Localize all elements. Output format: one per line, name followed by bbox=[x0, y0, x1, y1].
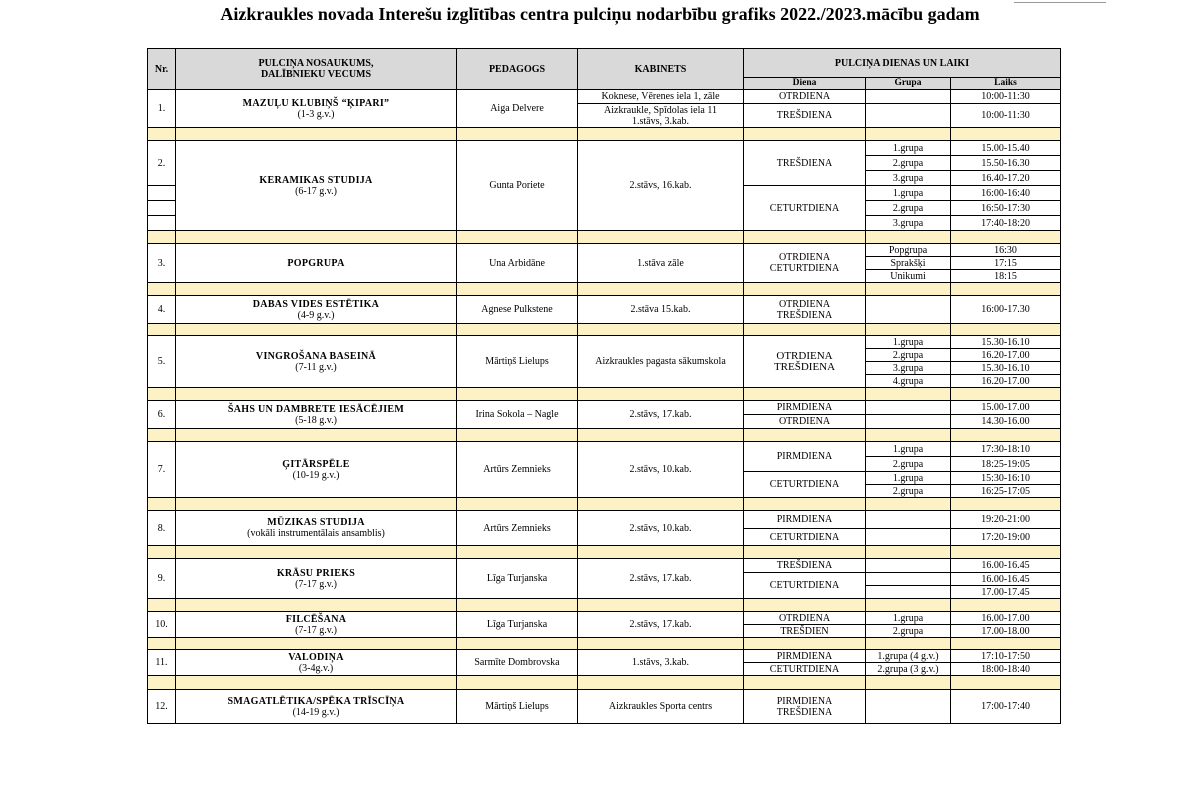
club-day: PIRMDIENA bbox=[744, 650, 866, 663]
schedule-table bbox=[147, 48, 1061, 724]
club-time: 10:00-11:30 bbox=[951, 90, 1061, 104]
club-room: 2.stāvs, 17.kab. bbox=[578, 612, 744, 638]
header-group: Grupa bbox=[866, 78, 951, 90]
club-group bbox=[866, 690, 951, 724]
club-day: CETURTDIENA bbox=[744, 529, 866, 546]
club-group: 2.grupa bbox=[866, 349, 951, 362]
club-group: 4.grupa bbox=[866, 375, 951, 388]
club-day: TREŠDIENA bbox=[744, 104, 866, 128]
club-title: KRĀSU PRIEKS bbox=[276, 567, 356, 579]
club-room: 2.stāvs, 10.kab. bbox=[578, 511, 744, 546]
club-nr-empty bbox=[148, 216, 176, 231]
club-title: FILCĒŠANA bbox=[285, 613, 347, 625]
header-schedule: PULCIŅA DIENAS UN LAIKI bbox=[744, 49, 1061, 78]
club-day: CETURTDIENA bbox=[744, 663, 866, 676]
table-row bbox=[148, 650, 1061, 663]
club-title: POPGRUPA bbox=[287, 257, 345, 269]
club-day-line: OTRDIENA bbox=[776, 349, 833, 362]
club-group: 2.grupa bbox=[866, 201, 951, 216]
separator-row bbox=[148, 283, 1061, 296]
club-nr-empty bbox=[148, 186, 176, 201]
club-group: 1.grupa bbox=[866, 442, 951, 457]
club-time: 15:30-16:10 bbox=[951, 472, 1061, 485]
club-day-line: CETURTDIENA bbox=[769, 263, 840, 274]
club-group bbox=[866, 586, 951, 599]
club-title: VALODIŅA bbox=[288, 651, 344, 663]
separator-row bbox=[148, 676, 1061, 690]
club-nr: 10. bbox=[148, 612, 176, 638]
club-group: Unikumi bbox=[866, 270, 951, 283]
club-time: 16.00-16.45 bbox=[951, 573, 1061, 586]
club-age: (10-19 g.v.) bbox=[292, 469, 340, 481]
club-group: 2.grupa (3 g.v.) bbox=[866, 663, 951, 676]
club-group bbox=[866, 529, 951, 546]
club-time: 15.30-16.10 bbox=[951, 362, 1061, 375]
club-day: CETURTDIENA bbox=[744, 573, 866, 599]
club-name bbox=[176, 650, 457, 676]
separator-row bbox=[148, 324, 1061, 336]
club-room: 2.stāvs, 16.kab. bbox=[578, 141, 744, 231]
club-title: SMAGATLĒTIKA/SPĒKA TRĪSCĪŅA bbox=[227, 695, 405, 707]
club-time: 17:15 bbox=[951, 257, 1061, 270]
club-teacher: Irina Sokola – Nagle bbox=[457, 401, 578, 429]
club-group: Popgrupa bbox=[866, 244, 951, 257]
club-day: TREŠDIEN bbox=[744, 625, 866, 638]
table-row bbox=[148, 401, 1061, 415]
club-room: 1.stāvs, 3.kab. bbox=[578, 650, 744, 676]
table-row bbox=[148, 559, 1061, 573]
club-day: TREŠDIENA bbox=[744, 559, 866, 573]
club-time: 16.00-16.45 bbox=[951, 559, 1061, 573]
header-row bbox=[148, 49, 1061, 78]
club-time: 10:00-11:30 bbox=[951, 104, 1061, 128]
club-day: PIRMDIENA bbox=[744, 401, 866, 415]
club-time: 15.00-15.40 bbox=[951, 141, 1061, 156]
club-time: 16:00-16:40 bbox=[951, 186, 1061, 201]
club-name bbox=[176, 90, 457, 128]
club-time: 16:25-17:05 bbox=[951, 485, 1061, 498]
header-name-line1: PULCIŅA NOSAUKUMS, bbox=[258, 58, 374, 69]
club-group: Sprakšķi bbox=[866, 257, 951, 270]
club-name bbox=[176, 559, 457, 599]
club-teacher: Mārtiņš Lielups bbox=[457, 336, 578, 388]
page-title: Aizkraukles novada Interešu izglītības centra pulciņu nodarbību grafiks 2022./2023.mācību gadam bbox=[220, 4, 980, 24]
club-room-line: 1.stāvs, 3.kab. bbox=[632, 115, 689, 127]
club-time: 17:00-17:40 bbox=[951, 690, 1061, 724]
club-group: 2.grupa bbox=[866, 485, 951, 498]
club-group: 1.grupa bbox=[866, 186, 951, 201]
club-title: VINGROŠANA BASEINĀ bbox=[255, 350, 377, 362]
club-group: 1.grupa (4 g.v.) bbox=[866, 650, 951, 663]
club-name bbox=[176, 442, 457, 498]
club-group bbox=[866, 511, 951, 529]
header-teacher: PEDAGOGS bbox=[457, 49, 578, 90]
club-group bbox=[866, 90, 951, 104]
club-nr: 11. bbox=[148, 650, 176, 676]
club-time: 16:00-17.30 bbox=[951, 296, 1061, 324]
club-group: 1.grupa bbox=[866, 612, 951, 625]
club-teacher: Artūrs Zemnieks bbox=[457, 442, 578, 498]
header-name bbox=[176, 49, 457, 90]
club-day-line: TREŠDIENA bbox=[776, 309, 833, 321]
club-time: 18:15 bbox=[951, 270, 1061, 283]
club-name bbox=[176, 244, 457, 283]
header-time: Laiks bbox=[951, 78, 1061, 90]
club-name bbox=[176, 511, 457, 546]
club-group: 2.grupa bbox=[866, 625, 951, 638]
club-group bbox=[866, 296, 951, 324]
club-room: Aizkraukles Sporta centrs bbox=[578, 690, 744, 724]
club-room: 2.stāva 15.kab. bbox=[578, 296, 744, 324]
club-day bbox=[744, 336, 866, 388]
club-teacher: Gunta Poriete bbox=[457, 141, 578, 231]
separator-row bbox=[148, 429, 1061, 442]
club-time: 18:25-19:05 bbox=[951, 457, 1061, 472]
club-age: (7-11 g.v.) bbox=[295, 361, 337, 373]
header-room: KABINETS bbox=[578, 49, 744, 90]
club-age: (7-17 g.v.) bbox=[295, 578, 337, 590]
club-age: (5-18 g.v.) bbox=[295, 414, 337, 426]
club-age: (7-17 g.v.) bbox=[295, 624, 337, 636]
club-teacher: Līga Turjanska bbox=[457, 612, 578, 638]
club-time: 16.20-17.00 bbox=[951, 349, 1061, 362]
club-nr: 2. bbox=[148, 141, 176, 186]
club-title: ŠAHS UN DAMBRETE IESĀCĒJIEM bbox=[227, 403, 405, 415]
club-name bbox=[176, 401, 457, 429]
club-day-line: OTRDIENA bbox=[778, 298, 831, 310]
club-title: DABAS VIDES ESTĒTIKA bbox=[252, 298, 380, 310]
club-age: (3-4g.v.) bbox=[298, 662, 334, 674]
club-group bbox=[866, 415, 951, 429]
club-name bbox=[176, 336, 457, 388]
club-nr-empty bbox=[148, 201, 176, 216]
club-group: 1.grupa bbox=[866, 336, 951, 349]
club-time: 19:20-21:00 bbox=[951, 511, 1061, 529]
club-title: MAZUĻU KLUBIŅŠ “ĶIPARI” bbox=[242, 97, 390, 109]
club-time: 16.40-17.20 bbox=[951, 171, 1061, 186]
table-row bbox=[148, 141, 1061, 156]
club-day bbox=[744, 244, 866, 283]
separator-row bbox=[148, 638, 1061, 650]
club-teacher: Līga Turjanska bbox=[457, 559, 578, 599]
club-day-line: PIRMDIENA bbox=[776, 695, 833, 707]
club-teacher: Una Arbidāne bbox=[457, 244, 578, 283]
club-group bbox=[866, 573, 951, 586]
header-day: Diena bbox=[744, 78, 866, 90]
club-time: 15.50-16.30 bbox=[951, 156, 1061, 171]
club-age: (14-19 g.v.) bbox=[292, 706, 340, 718]
club-time: 15.30-16.10 bbox=[951, 336, 1061, 349]
club-group bbox=[866, 559, 951, 573]
club-room: 2.stāvs, 17.kab. bbox=[578, 559, 744, 599]
header-nr: Nr. bbox=[148, 49, 176, 90]
club-day-line: OTRDIENA bbox=[778, 252, 831, 263]
club-day-line: TREŠDIENA bbox=[776, 706, 833, 718]
club-day: PIRMDIENA bbox=[744, 442, 866, 472]
separator-row bbox=[148, 599, 1061, 612]
separator-row bbox=[148, 498, 1061, 511]
table-row bbox=[148, 612, 1061, 625]
club-time: 16:30 bbox=[951, 244, 1061, 257]
club-group: 3.grupa bbox=[866, 171, 951, 186]
separator-row bbox=[148, 231, 1061, 244]
club-time: 16:50-17:30 bbox=[951, 201, 1061, 216]
club-name bbox=[176, 296, 457, 324]
club-day: CETURTDIENA bbox=[744, 186, 866, 231]
club-time: 17:40-18:20 bbox=[951, 216, 1061, 231]
club-time: 18:00-18:40 bbox=[951, 663, 1061, 676]
table-row bbox=[148, 244, 1061, 257]
club-group: 1.grupa bbox=[866, 472, 951, 485]
club-nr: 8. bbox=[148, 511, 176, 546]
club-age: (4-9 g.v.) bbox=[297, 309, 335, 321]
club-room-line: Aizkraukle, Spīdolas iela 11 bbox=[604, 104, 717, 116]
table-row bbox=[148, 690, 1061, 724]
separator-row bbox=[148, 388, 1061, 401]
corner-line bbox=[1014, 2, 1106, 3]
club-day: OTRDIENA bbox=[744, 90, 866, 104]
club-nr: 9. bbox=[148, 559, 176, 599]
table-row bbox=[148, 511, 1061, 529]
club-group: 2.grupa bbox=[866, 156, 951, 171]
club-nr: 3. bbox=[148, 244, 176, 283]
club-time: 17:10-17:50 bbox=[951, 650, 1061, 663]
club-group: 1.grupa bbox=[866, 141, 951, 156]
club-name bbox=[176, 141, 457, 231]
club-name bbox=[176, 612, 457, 638]
club-day: PIRMDIENA bbox=[744, 511, 866, 529]
club-nr: 4. bbox=[148, 296, 176, 324]
club-time: 15.00-17.00 bbox=[951, 401, 1061, 415]
table-row bbox=[148, 90, 1061, 104]
club-nr: 12. bbox=[148, 690, 176, 724]
club-teacher: Mārtiņš Lielups bbox=[457, 690, 578, 724]
club-time: 17.00-17.45 bbox=[951, 586, 1061, 599]
club-time: 16.20-17.00 bbox=[951, 375, 1061, 388]
club-teacher: Sarmīte Dombrovska bbox=[457, 650, 578, 676]
club-teacher: Aiga Delvere bbox=[457, 90, 578, 128]
club-nr: 1. bbox=[148, 90, 176, 128]
club-group: 3.grupa bbox=[866, 362, 951, 375]
club-nr: 7. bbox=[148, 442, 176, 498]
club-room bbox=[578, 104, 744, 128]
club-group: 2.grupa bbox=[866, 457, 951, 472]
club-group bbox=[866, 401, 951, 415]
header-name-line2: DALĪBNIEKU VECUMS bbox=[260, 69, 372, 80]
club-day: TREŠDIENA bbox=[744, 141, 866, 186]
club-day: OTRDIENA bbox=[744, 415, 866, 429]
club-age: (1-3 g.v.) bbox=[297, 108, 335, 120]
separator-row bbox=[148, 546, 1061, 559]
table-row bbox=[148, 442, 1061, 457]
club-age: (6-17 g.v.) bbox=[295, 185, 337, 197]
club-teacher: Agnese Pulkstene bbox=[457, 296, 578, 324]
club-age: (vokāli instrumentālais ansamblis) bbox=[247, 528, 385, 539]
separator-row bbox=[148, 128, 1061, 141]
club-nr: 6. bbox=[148, 401, 176, 429]
club-room: Koknese, Vērenes iela 1, zāle bbox=[578, 90, 744, 104]
club-group bbox=[866, 104, 951, 128]
club-room: 2.stāvs, 17.kab. bbox=[578, 401, 744, 429]
club-time: 17:20-19:00 bbox=[951, 529, 1061, 546]
table-row bbox=[148, 296, 1061, 324]
club-group: 3.grupa bbox=[866, 216, 951, 231]
club-time: 17:30-18:10 bbox=[951, 442, 1061, 457]
club-day bbox=[744, 690, 866, 724]
club-title: KERAMIKAS STUDIJA bbox=[259, 174, 373, 186]
club-teacher: Artūrs Zemnieks bbox=[457, 511, 578, 546]
table-row bbox=[148, 336, 1061, 349]
club-room: Aizkraukles pagasta sākumskola bbox=[578, 336, 744, 388]
club-title: ĢITĀRSPĒLE bbox=[282, 458, 350, 470]
club-time: 17.00-18.00 bbox=[951, 625, 1061, 638]
club-time: 14.30-16.00 bbox=[951, 415, 1061, 429]
club-title: MŪZIKAS STUDIJA bbox=[267, 517, 365, 528]
club-room: 1.stāva zāle bbox=[578, 244, 744, 283]
club-room: 2.stāvs, 10.kab. bbox=[578, 442, 744, 498]
club-name bbox=[176, 690, 457, 724]
club-time: 16.00-17.00 bbox=[951, 612, 1061, 625]
club-day: CETURTDIENA bbox=[744, 472, 866, 498]
club-nr: 5. bbox=[148, 336, 176, 388]
club-day bbox=[744, 296, 866, 324]
club-day: OTRDIENA bbox=[744, 612, 866, 625]
club-day-line: TREŠDIENA bbox=[773, 360, 836, 373]
